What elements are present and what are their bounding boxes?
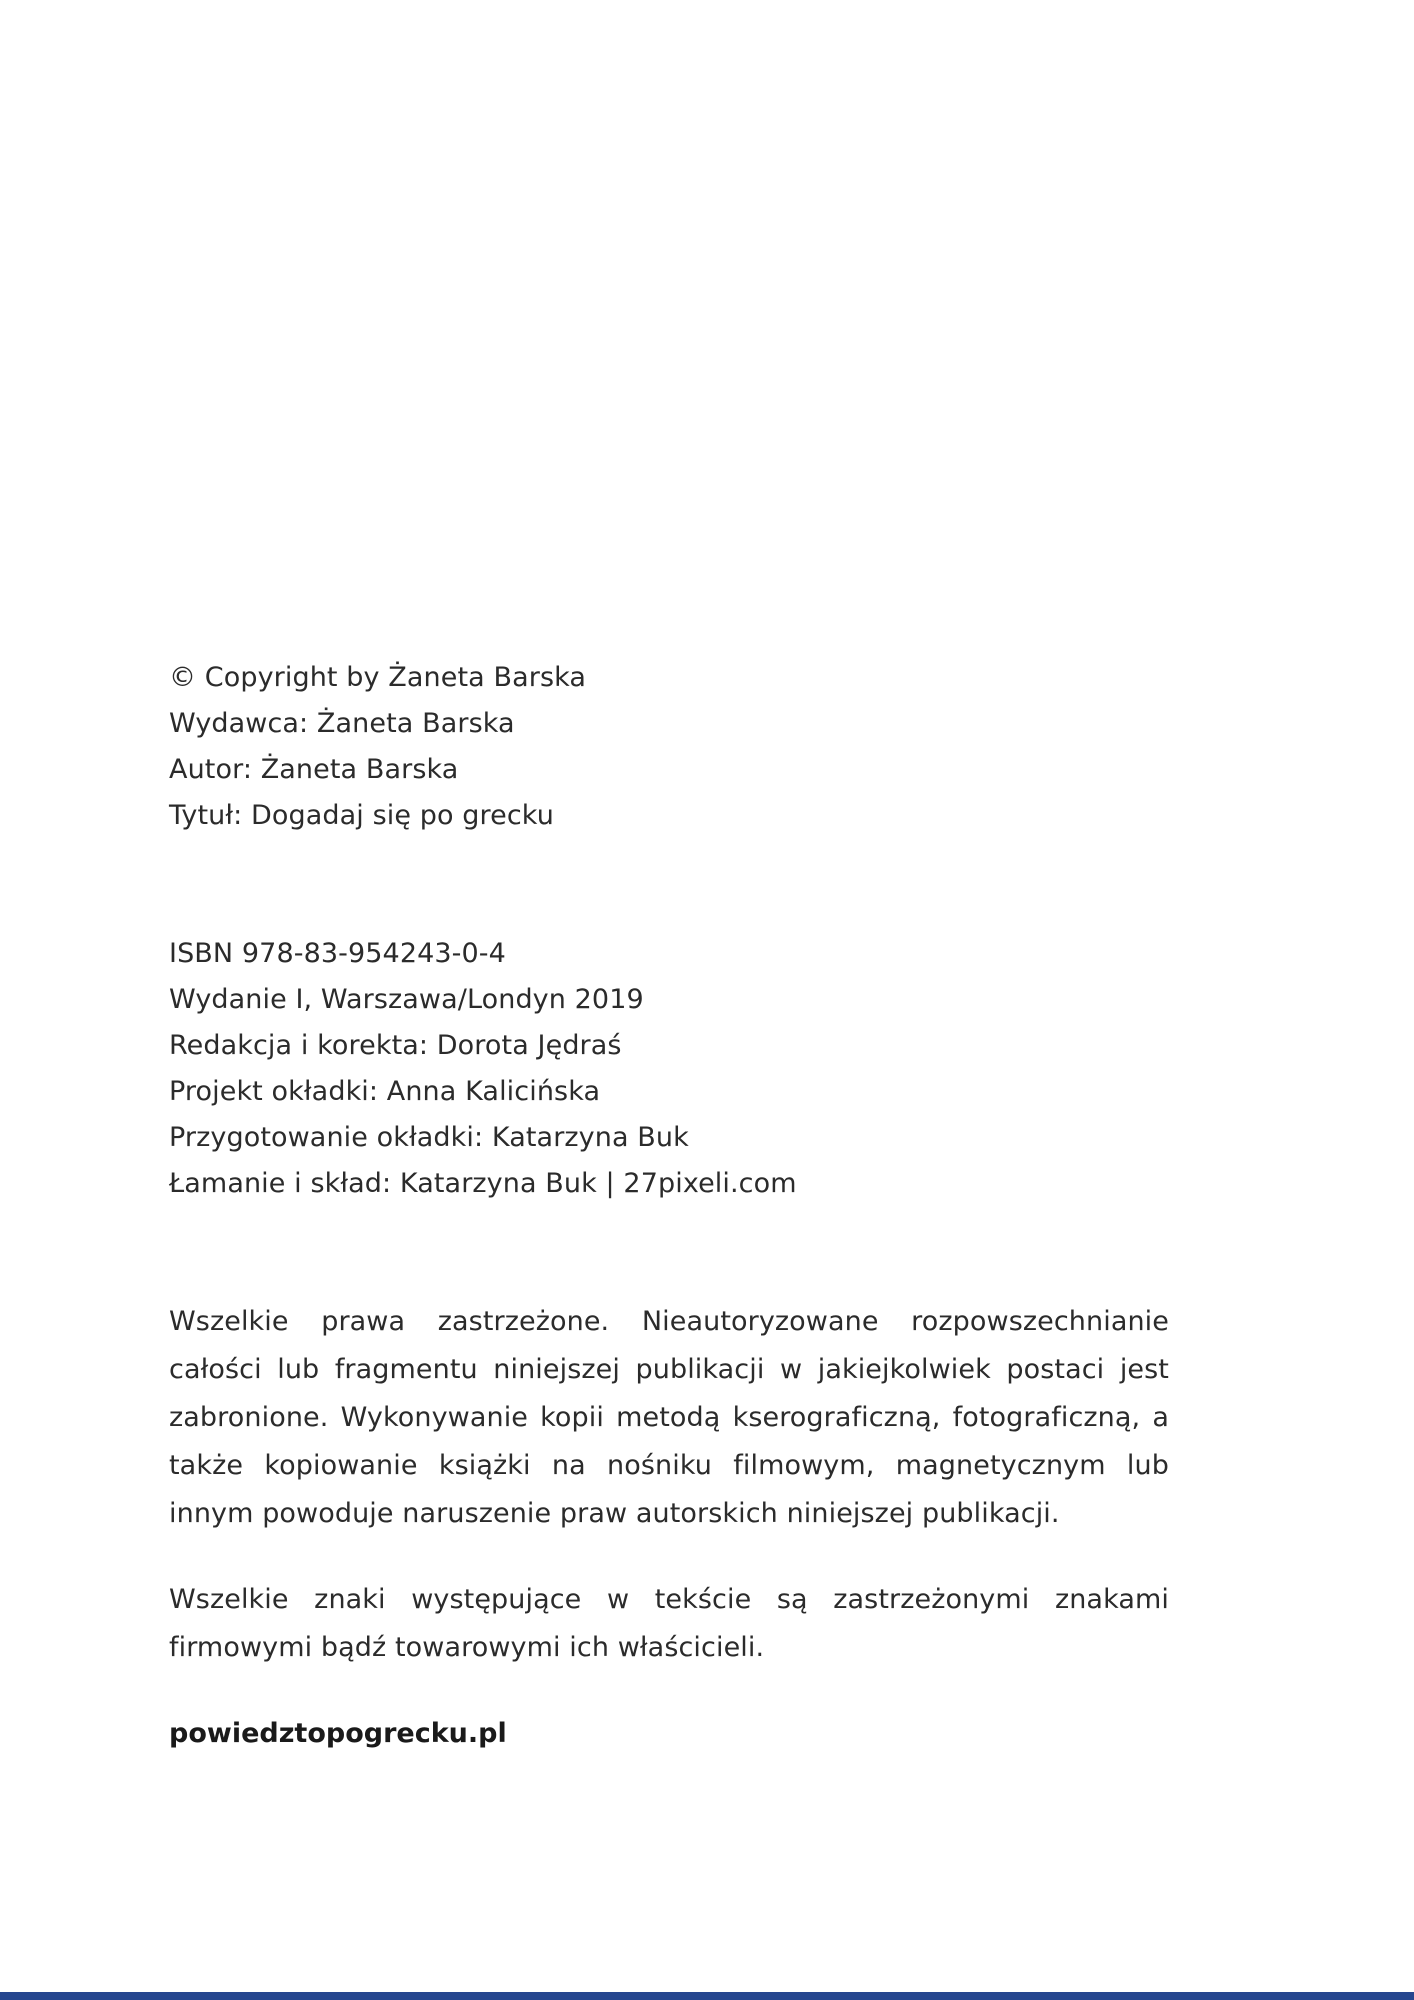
isbn-line: ISBN 978-83-954243-0-4 xyxy=(169,938,506,969)
cover-design-line: Projekt okładki: Anna Kalicińska xyxy=(169,1076,601,1107)
trademark-paragraph: Wszelkie znaki występujące w tekście są zastrzeżonymi znakami firmowymi bądź towarowymi ich właścicieli. xyxy=(169,1584,1169,1663)
edition-block xyxy=(169,931,1169,1207)
copyright-line: © Copyright by Żaneta Barska xyxy=(169,662,587,693)
bottom-accent-bar xyxy=(0,1992,1414,2000)
cover-preparation-line: Przygotowanie okładki: Katarzyna Buk xyxy=(169,1122,689,1153)
edition-line: Wydanie I, Warszawa/Londyn 2019 xyxy=(169,984,644,1015)
website-link[interactable]: powiedztopogrecku.pl xyxy=(169,1718,507,1749)
typesetting-line: Łamanie i skład: Katarzyna Buk | 27pixeli.com xyxy=(169,1168,797,1199)
author-line: Autor: Żaneta Barska xyxy=(169,754,459,785)
publisher-line: Wydawca: Żaneta Barska xyxy=(169,708,515,739)
rights-paragraph: Wszelkie prawa zastrzeżone. Nieautoryzowane rozpowszechnianie całości lub fragmentu niniejszej publikacji w jakiejkolwiek postaci jest zabronione. Wykonywanie kopii metodą kserograficzną, fotograficzną, a także kopiowanie książki na nośniku filmowym, magnetycznym lub innym powoduje naruszenie praw autorskich niniejszej publikacji. xyxy=(169,1306,1169,1529)
credits-block xyxy=(169,655,1169,839)
title-line: Tytuł: Dogadaj się po grecku xyxy=(169,800,554,831)
editing-line: Redakcja i korekta: Dorota Jędraś xyxy=(169,1030,622,1061)
